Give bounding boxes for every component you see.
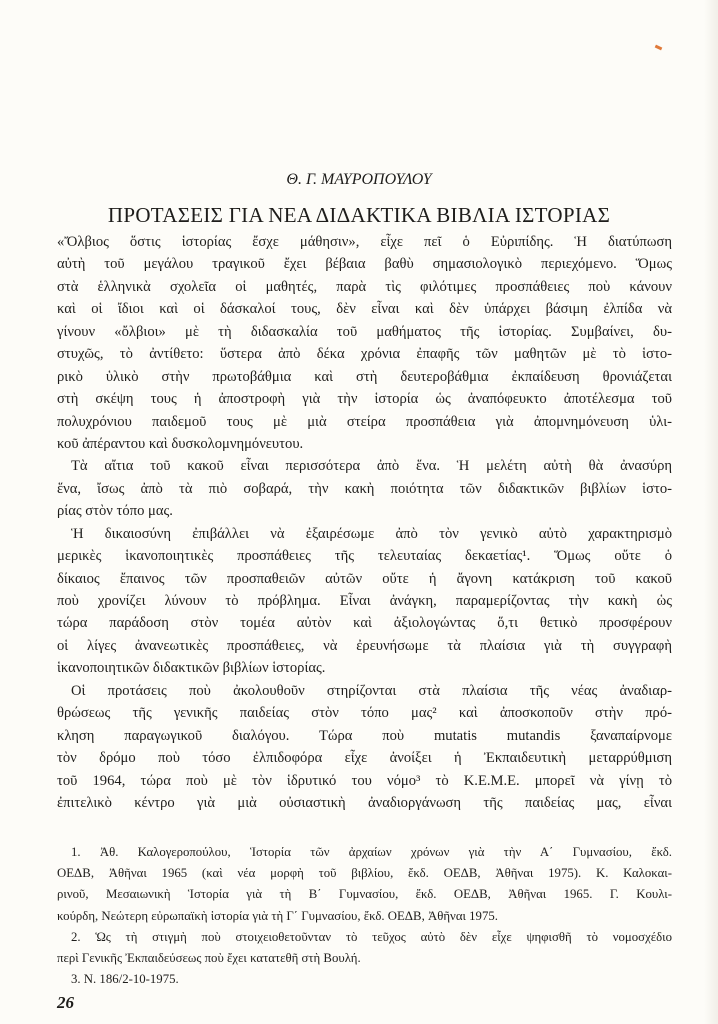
body-line: τώρα παράδοση στὸν τομέα αὐτὸν καὶ ἀξιολογώντας ὅ,τι θετικὸ προσφέρουν [57,615,672,632]
body-line: Ἡ δικαιοσύνη ἐπιβάλλει νὰ ἐξαιρέσωμε ἀπὸ τὸν γενικὸ αὐτὸ χαρακτηρισμὸ [71,525,672,542]
body-line: δίκαιος ἔπαινος τῶν προσπαθειῶν αὐτῶν οὔτε ἡ ἄγονη κατάκριση τοῦ κακοῦ [57,570,672,587]
ink-mark [655,45,663,51]
body-line: στὴ σκέψη τους ἡ ἀποστροφὴ γιὰ τὴν ἱστορία ὡς ἀναπόφευκτο ἀποτέλεσμα τοῦ [57,391,672,408]
body-line: γίνουν «ὄλβιοι» μὲ τὴ διδασκαλία τοῦ μαθήματος τῆς ἱστορίας. Συμβαίνει, δυ- [57,323,672,340]
body-line: Τὰ αἴτια τοῦ κακοῦ εἶναι περισσότερα ἀπὸ ἕνα. Ἡ μελέτη αὐτὴ θὰ ἀνασύρη [71,458,672,475]
article-body [57,231,672,814]
body-line: ἕνα, ἴσως ἀπὸ τὰ πιὸ σοβαρά, τὴν κακὴ ποιότητα τῶν διδακτικῶν βιβλίων ἱστο- [57,480,672,497]
body-line: κληση παραγωγικοῦ διαλόγου. Τώρα ποὺ mutatis mutandis ξαναπαίρνομε [57,727,672,744]
page-edge-shadow [704,0,718,1024]
body-line: Οἱ προτάσεις ποὺ ἀκολουθοῦν στηρίζονται στὰ πλαίσια τῆς νέας ἀναδιαρ- [71,682,672,699]
body-line: καὶ οἱ ἴδιοι καὶ οἱ δάσκαλοί τους, δὲν εἶναι καὶ δὲν ὑπάρχει βάσιμη ἐλπίδα νὰ [57,301,672,318]
body-line: «Ὄλβιος ὅστις ἱστορίας ἔσχε μάθησιν», εἶχε πεῖ ὁ Εὐριπίδης. Ἡ διατύπωση [57,234,672,250]
footnote-line: ΟΕΔΒ, Ἀθῆναι 1965 (καὶ νέα μορφὴ τοῦ βιβλίου, ἔκδ. ΟΕΔΒ, Ἀθῆναι 1975). Κ. Καλοκαι- [57,866,672,881]
article-title: ΠΡΟΤΑΣΕΙΣ ΓΙΑ ΝΕΑ ΔΙΔΑΚΤΙΚΑ ΒΙΒΛΙΑ ΙΣΤΟΡΙΑΣ [107,203,611,227]
body-line: ρίας στὸν τόπο μας. [57,503,173,520]
body-line: ρικὸ ὑλικὸ στὴν πρωτοβάθμια καὶ στὴ δευτεροβάθμια ἐκπαίδευση θρονιάζεται [57,368,672,385]
body-line: οἱ λίγες ἀνανεωτικὲς προσπάθειες, νὰ ἐρευνήσωμε τὰ πλαίσια γιὰ τὴ συγγραφὴ [57,637,672,654]
article-author: Θ. Γ. ΜΑΥΡΟΠΟΥΛΟΥ [286,171,432,188]
body-line: ἐπιτελικὸ κέντρο γιὰ μιὰ οὐσιαστικὴ ἀναδιοργάνωση τῆς παιδείας μας, εἶναι [57,794,672,811]
body-line: ποὺ χρονίζει λύνουν τὸ πρόβλημα. Εἶναι ἀνάγκη, παραμερίζοντας τὴν κακὴ ὡς [57,593,672,609]
body-line: πολυχρόνιου παιδεμοῦ τους μὲ μιὰ στείρα προσπάθεια γιὰ ἀπομνημόνευση ὑλι- [57,413,672,430]
body-line: κοῦ ἀπέραντου καὶ δυσκολομνημόνευτου. [57,435,304,452]
body-line: θρώσεως τῆς γενικῆς παιδείας στὸν τόπο μας² καὶ ἀποσκοποῦν στὴν πρό- [57,705,672,722]
body-line: στυχῶς, τὸ ἀντίθετο: ὕστερα ἀπὸ δέκα χρόνια ἐπαφῆς τῶν μαθητῶν μὲ τὸ ἱστο- [57,346,672,363]
footnote-line: κούρδη, Νεώτερη εὐρωπαϊκὴ ἱστορία γιὰ τὴ Γ΄ Γυμνασίου, ἔκδ. ΟΕΔΒ, Ἀθῆναι 1975. [57,908,498,923]
body-line: στὰ ἑλληνικὰ σχολεῖα οἱ μαθητές, παρὰ τὶς φιλότιμες προσπάθειες ποὺ κάνουν [57,278,672,295]
footnote-line: περὶ Γενικῆς Ἐκπαιδεύσεως ποὺ ἔχει κατατεθῆ στὴ Βουλή. [57,950,361,965]
footnote-line: 2. Ὡς τὴ στιγμὴ ποὺ στοιχειοθετοῦνταν τὸ τεῦχος αὐτὸ δὲν εἶχε ψηφισθῆ τὸ νομοσχέδιο [71,929,672,944]
body-line: ἱκανοποιητικῶν διδακτικῶν βιβλίων ἱστορίας. [57,660,326,677]
footnote-line: 3. Ν. 186/2-10-1975. [71,972,179,987]
body-line: μερικὲς ἱκανοποιητικὲς προσπάθειες τῆς τελευταίας δεκαετίας¹. Ὅμως οὔτε ὁ [57,548,672,565]
body-line: τοῦ 1964, τώρα ποὺ μὲ τὸν ἱδρυτικό του νόμο³ τὸ Κ.Ε.Μ.Ε. μπορεῖ νὰ γίνῃ τὸ [57,772,672,789]
footnote-line: 1. Ἀθ. Καλογεροπούλου, Ἱστορία τῶν ἀρχαίων χρόνων γιὰ τὴν Α΄ Γυμνασίου, ἔκδ. [71,845,672,859]
page-number: 26 [57,993,74,1012]
footnote-line: ρινοῦ, Μεσαιωνικὴ Ἱστορία γιὰ τὴ Β΄ Γυμνασίου, ἔκδ. ΟΕΔΒ, Ἀθῆναι 1965. Γ. Κουλι- [57,887,672,902]
footnotes [57,842,672,990]
body-line: τὸν δρόμο ποὺ τόσο ἐλπιδοφόρα εἶχε ἀνοίξει ἡ Ἐκπαιδευτικὴ μεταρρύθμιση [57,750,672,767]
body-line: αὐτὴ τοῦ μεγάλου τραγικοῦ ἔχει βέβαια βαθὺ σημασιολογικὸ περιεχόμενο. Ὅμως [57,256,672,273]
